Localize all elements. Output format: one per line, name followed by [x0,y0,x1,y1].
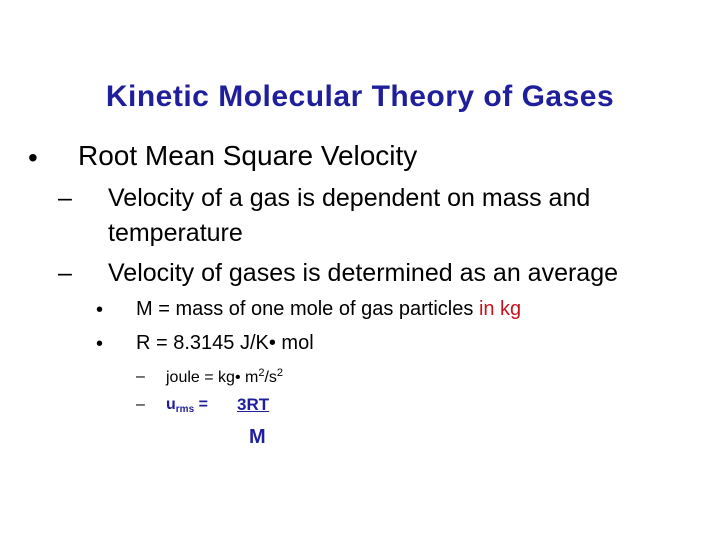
mass-definition [136,298,521,321]
urms-symbol: u [166,396,176,413]
mass-units: in kg [478,298,522,320]
sub-point-2: Velocity of gases is determined as an average [108,259,619,287]
joule-definition [166,367,283,387]
mass-definition-text: M = mass of one mole of gas particles [136,298,479,320]
bullet-marker: • [96,333,104,355]
main-point: Root Mean Square Velocity [78,140,418,171]
sub-point-1-line-1: Velocity of a gas is dependent on mass and [108,184,591,212]
formula-denominator: M [249,426,266,448]
dash-marker: – [58,259,72,287]
dash-marker: – [136,368,145,385]
urms-subscript: rms [175,404,195,415]
joule-text-2: /s [264,369,277,386]
dash-marker: – [58,184,72,212]
bullet-marker: • [96,299,104,321]
sub-point-1-line-2: temperature [108,219,243,247]
joule-exponent-2: 2 [276,367,284,379]
joule-text-1: joule = kg• m [166,369,259,386]
gas-constant: R = 8.3145 J/K• mol [136,332,314,354]
urms-formula [166,396,212,415]
dash-marker: – [136,396,145,413]
slide-title: Kinetic Molecular Theory of Gases [105,80,615,113]
bullet-marker: • [28,142,38,173]
urms-equals: = [194,396,213,413]
formula-numerator: 3RT [237,395,270,414]
joule-exponent-1: 2 [258,367,265,379]
